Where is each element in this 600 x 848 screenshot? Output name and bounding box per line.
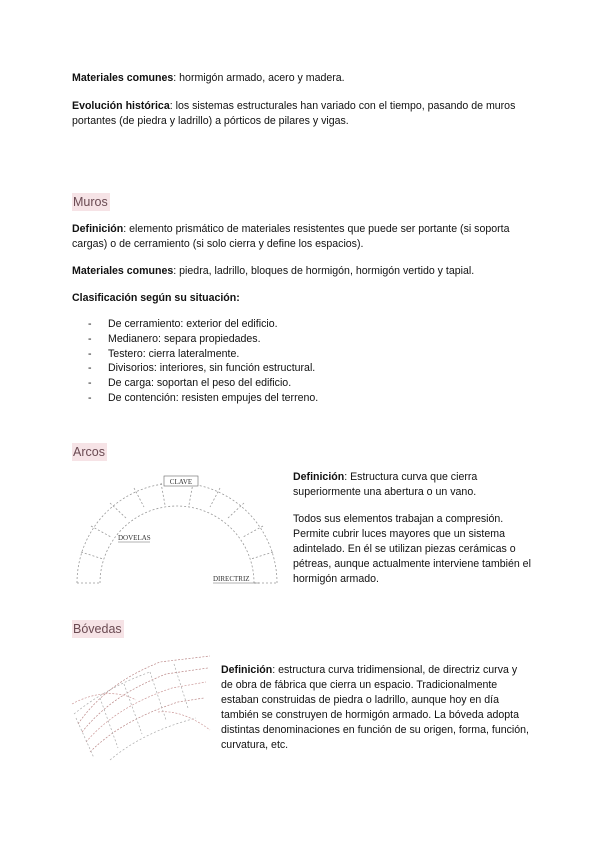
- evolucion-paragraph: [72, 99, 532, 129]
- clasificacion-title: Clasificación según su situación:: [72, 292, 240, 304]
- muros-definicion-label: Definición: [72, 223, 124, 235]
- arcos-definicion-paragraph: [293, 470, 533, 500]
- list-item: - De cerramiento: exterior del edificio.: [88, 317, 318, 332]
- clasificacion-list: [88, 317, 318, 406]
- materiales-paragraph: [72, 71, 532, 86]
- label-dovelas: DOVELAS: [118, 534, 151, 542]
- label-clave: CLAVE: [169, 478, 193, 486]
- arcos-text2: Todos sus elementos trabajan a compresión. Permite cubrir luces mayores que un sistema adintelado. En él se utilizan piezas cerámicas o pétreas, aunque actualmente interviene también el hormigón armado.: [293, 513, 531, 585]
- label-directriz: DIRECTRIZ: [213, 575, 250, 583]
- muros-materiales-label: Materiales comunes: [72, 265, 174, 277]
- materiales-label: Materiales comunes: [72, 72, 174, 84]
- list-item: - De contención: resisten empujes del terreno.: [88, 391, 318, 406]
- bovedas-definicion-label: Definición: [221, 664, 273, 676]
- arch-figure: [72, 470, 282, 588]
- list-item: - Testero: cierra lateralmente.: [88, 347, 318, 362]
- muros-definicion-paragraph: [72, 222, 532, 252]
- bovedas-definicion-paragraph: [221, 663, 531, 753]
- list-item: - Divisorios: interiores, sin función estructural.: [88, 361, 318, 376]
- list-item: - De carga: soportan el peso del edificio.: [88, 376, 318, 391]
- list-item: - Medianero: separa propiedades.: [88, 332, 318, 347]
- muros-heading: Muros: [73, 195, 108, 209]
- vault-figure: [70, 652, 212, 764]
- evolucion-text: : los sistemas estructurales han variado con el tiempo, pasando de muros portantes (de piedra y ladrillo) a pórticos de pilares y vigas.: [72, 100, 516, 127]
- arcos-definicion-label: Definición: [293, 471, 345, 483]
- muros-materiales-paragraph: [72, 264, 532, 279]
- bovedas-heading: Bóvedas: [73, 622, 122, 636]
- evolucion-label: Evolución histórica: [72, 100, 170, 112]
- materiales-text: : hormigón armado, acero y madera.: [173, 72, 345, 84]
- arcos-definicion-text: : Estructura curva que cierra superiormente una abertura o un vano.: [293, 471, 478, 498]
- muros-materiales-text: : piedra, ladrillo, bloques de hormigón, hormigón vertido y tapial.: [173, 265, 475, 277]
- bovedas-definicion-text: : estructura curva tridimensional, de directriz curva y de obra de fábrica que cierra un espacio. Tradicionalmente estaban construidas de piedra o ladrillo, aunque hoy en día también se construyen de hormigón armado. La bóveda adopta distintas denominaciones en función de su origen, forma, función, curvatura, etc.: [221, 664, 529, 751]
- arcos-heading: Arcos: [73, 445, 105, 459]
- muros-definicion-text: : elemento prismático de materiales resistentes que puede ser portante (si soporta cargas) o de cerramiento (si solo cierra y define los espacios).: [72, 223, 510, 250]
